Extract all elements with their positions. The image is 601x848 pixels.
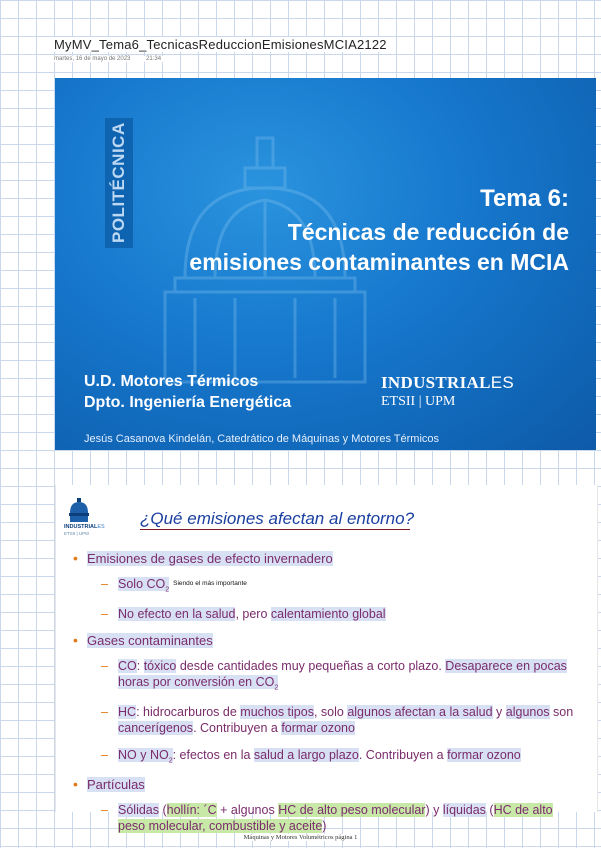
text: algunos afectan a la salud	[347, 704, 493, 719]
text: . Contribuyen a	[358, 748, 448, 763]
text: , pero	[235, 606, 271, 621]
text: Solo CO	[118, 577, 166, 591]
text: calentamiento global	[270, 606, 386, 621]
logo-text-main: INDUSTRIAL	[381, 373, 491, 392]
slide-cover	[55, 78, 596, 450]
text: HC de alto peso molecular, combustible y aceite	[118, 802, 553, 834]
text: desde cantidades muy pequeñas a corto plazo.	[176, 658, 446, 673]
text: , solo	[313, 704, 348, 719]
text: (	[485, 802, 494, 817]
subscript: 2	[274, 684, 279, 692]
text: Sólidas	[118, 802, 159, 817]
small-logo-es: ES	[97, 524, 105, 530]
text: NO y NO	[118, 748, 169, 763]
text: salud a largo plazo	[253, 748, 359, 763]
page-date: martes, 16 de mayo de 2023	[54, 56, 131, 62]
hl-text	[118, 577, 170, 594]
slide-title-line-1: Técnicas de reducción de	[287, 219, 569, 245]
text: . Contribuyen a	[193, 720, 282, 735]
text: líquidas	[442, 802, 486, 817]
text: son	[549, 704, 574, 719]
dome-logo-icon	[68, 497, 90, 523]
author-line: Jesús Casanova Kindelán, Catedrático de Máquinas y Motores Térmicos	[84, 433, 440, 445]
text: hollín: ´C	[166, 802, 217, 817]
page-meta	[54, 56, 175, 62]
text: (	[159, 802, 167, 817]
logo-text-sub: ETSII | UPM	[381, 394, 456, 409]
slide-title	[189, 218, 569, 278]
politecnica-label: POLITÉCNICA	[105, 118, 133, 248]
hl-text	[118, 748, 173, 765]
sub-bullet-hc	[73, 704, 583, 737]
sub-bullet-solids	[73, 802, 583, 835]
heading-rule	[140, 529, 410, 530]
footer-text: Máquinas y Motores Volumétricos página 1	[243, 834, 358, 841]
text: No efecto en la salud	[118, 606, 236, 621]
slide-title-line-2: emisiones contaminantes en MCIA	[189, 248, 569, 275]
logo-text-es: ES	[490, 373, 515, 392]
bullet-list	[73, 551, 583, 845]
subscript: 2	[165, 586, 170, 594]
slide-heading: ¿Qué emisiones afectan al entorno?	[140, 509, 415, 528]
bullet-pollutants	[73, 633, 583, 648]
page-title: MyMV_Tema6_TecnicasReduccionEmisionesMCIA2122	[54, 37, 387, 52]
slide-topic: Tema 6:	[480, 185, 569, 212]
small-logo-main: INDUSTRIAL	[64, 524, 98, 530]
department-name: Dpto. Ingeniería Energética	[84, 393, 292, 411]
handwritten-note: Siendo el más importante	[173, 580, 247, 588]
text: HC de alto peso molecular	[278, 802, 426, 817]
sub-bullet-nox	[73, 747, 583, 766]
text: formar ozono	[281, 720, 355, 735]
text: : efectos en la	[172, 748, 254, 763]
industriales-logo	[381, 373, 514, 410]
text: : hidrocarburos de	[136, 704, 241, 719]
bullet-particles	[73, 777, 583, 792]
slide-emissions	[55, 485, 598, 834]
bullet-greenhouse	[73, 551, 583, 566]
department-unit: U.D. Motores Térmicos	[84, 373, 259, 390]
text: formar ozono	[447, 748, 521, 763]
bullet-text: Partículas	[87, 776, 145, 792]
text: muchos tipos	[240, 704, 314, 719]
industriales-small-logo	[64, 497, 104, 541]
page-time: 21:34	[146, 56, 162, 62]
text: tóxico	[143, 658, 177, 673]
small-logo-sub: ETSII | UPM	[64, 531, 89, 536]
text: + algunos	[216, 802, 279, 817]
text: )	[322, 819, 327, 834]
text: ) y	[425, 802, 443, 817]
bullet-text: Gases contaminantes	[87, 632, 213, 648]
text: CO	[118, 658, 137, 673]
text: Desaparece en pocas horas por conversión en CO	[118, 658, 567, 690]
text: y	[492, 704, 506, 719]
sub-bullet-co2	[73, 576, 583, 595]
text: algunos	[505, 704, 550, 719]
page-footer	[0, 834, 601, 841]
text: HC	[118, 704, 137, 719]
subscript: 2	[168, 757, 173, 765]
text: :	[136, 658, 144, 673]
sub-bullet-co	[73, 658, 583, 693]
sub-bullet-health	[73, 606, 583, 622]
bullet-text: Emisiones de gases de efecto invernadero	[87, 551, 333, 566]
text: cancerígenos	[118, 720, 194, 735]
department-block	[84, 372, 291, 414]
